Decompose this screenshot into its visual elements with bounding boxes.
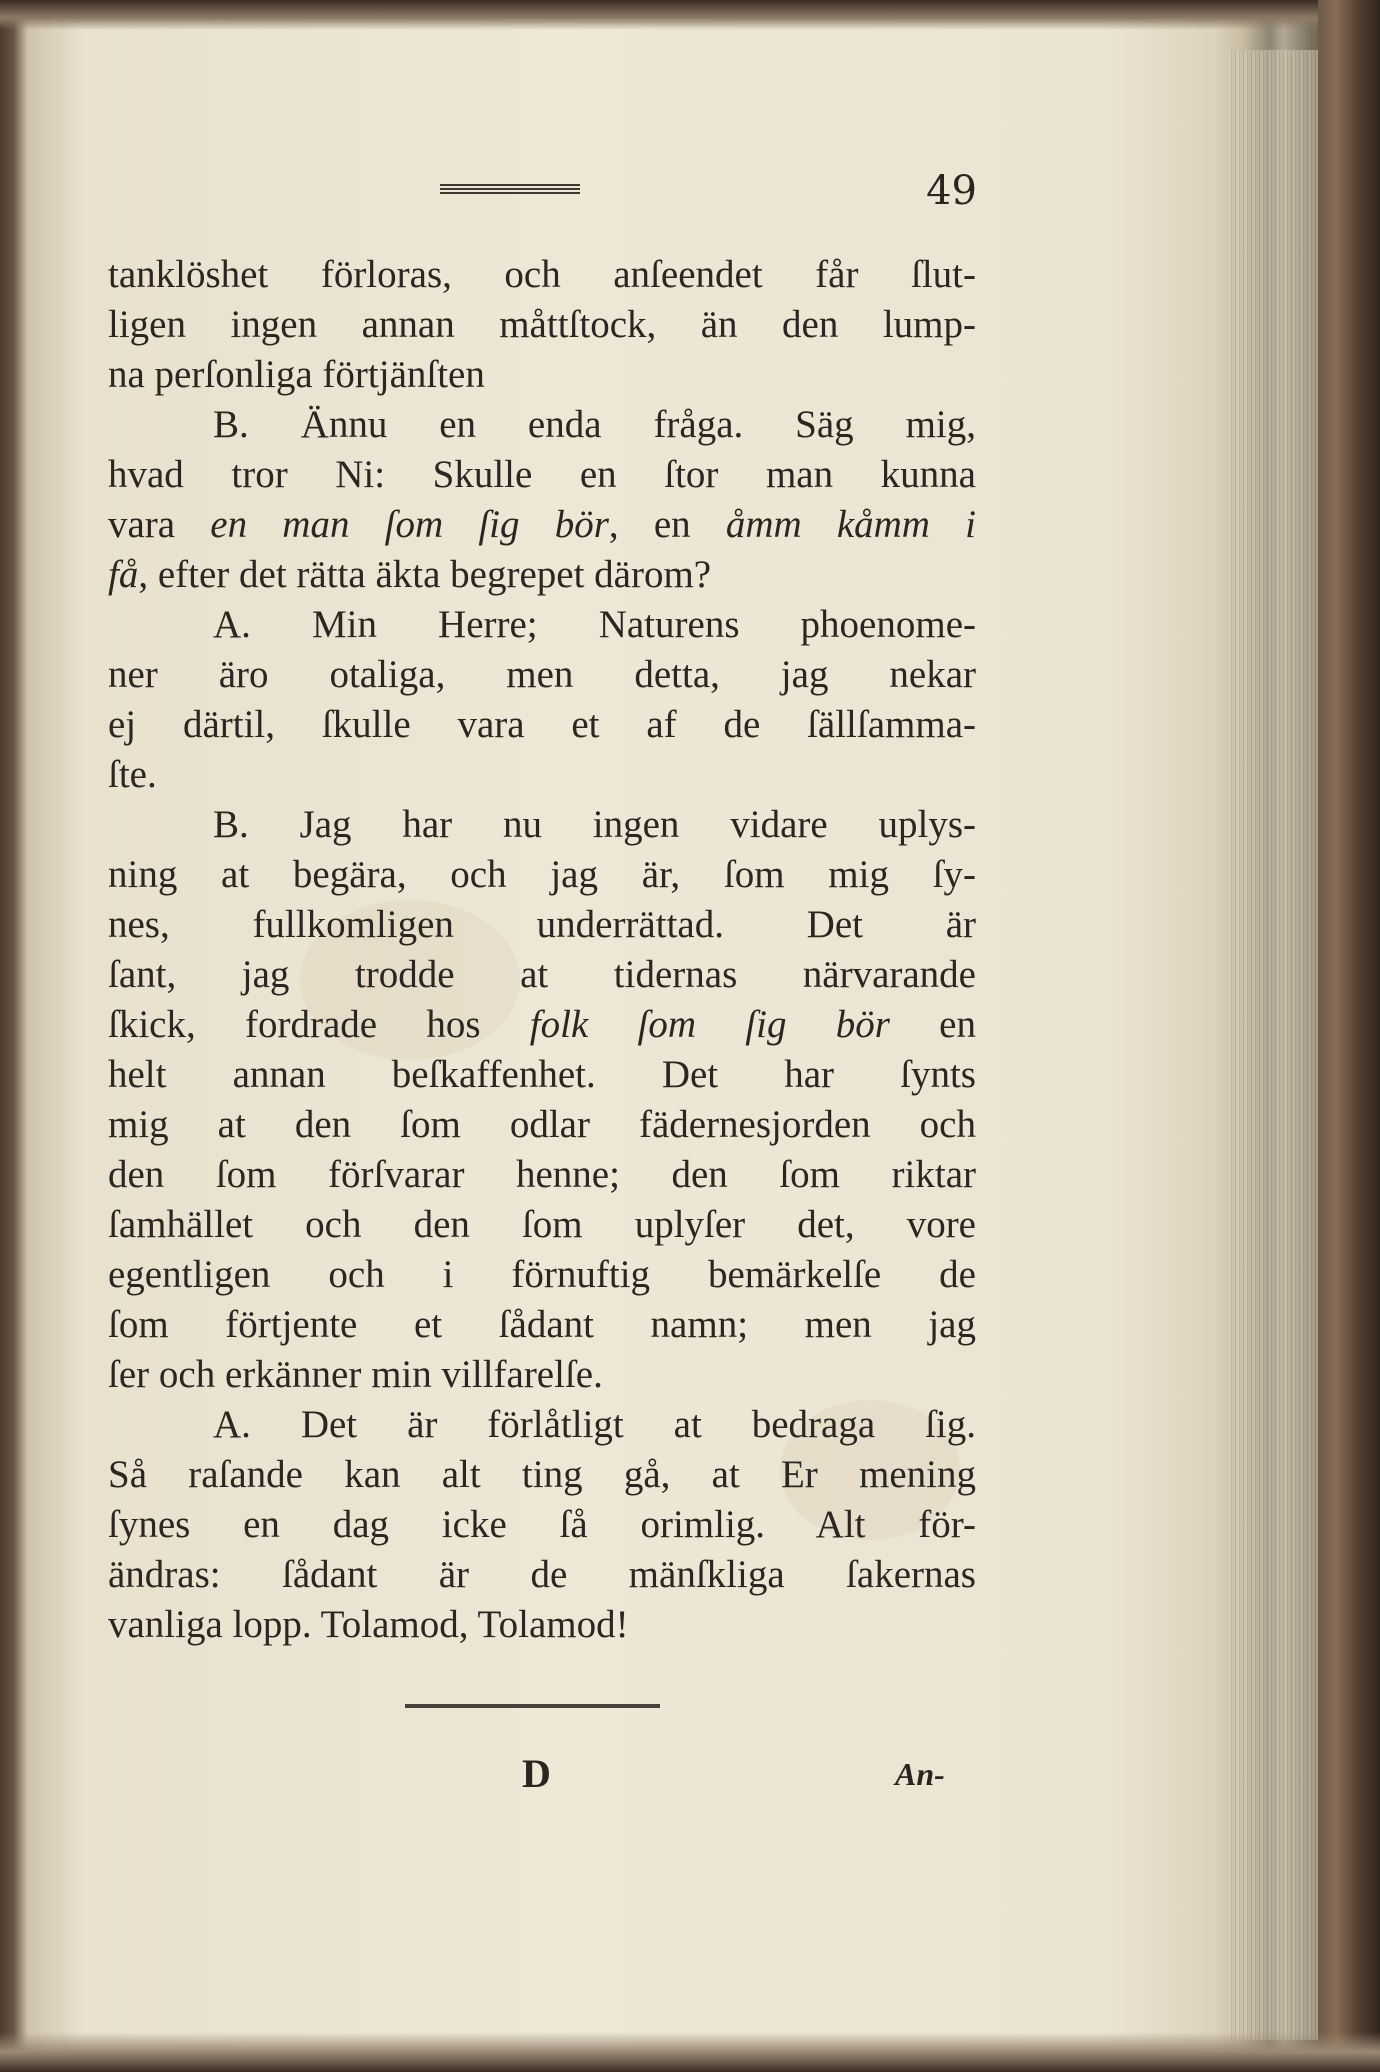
text-segment: ning at begära, och jag är, ſom mig ſy-: [108, 853, 976, 896]
text-line: [108, 1150, 976, 1200]
text-segment: ſom förtjente et ſådant namn; men jag: [108, 1303, 976, 1346]
text-line: [108, 650, 976, 700]
text-segment: egentligen och i förnuftig bemärkelſe de: [108, 1253, 976, 1296]
text-segment: mig at den ſom odlar fädernesjorden och: [108, 1103, 976, 1146]
text-line: [108, 1550, 976, 1600]
text-segment: den ſom förſvarar henne; den ſom riktar: [108, 1153, 976, 1196]
text-line: [108, 450, 976, 500]
text-segment: na perſonliga förtjänſten: [108, 353, 485, 396]
text-segment: nes, fullkomligen underrättad. Det är: [108, 903, 976, 946]
text-segment: ändras: ſådant är de mänſkliga ſakernas: [108, 1553, 976, 1596]
text-segment: ſte.: [108, 753, 157, 796]
italic-text-segment: åmm kåmm i: [725, 503, 976, 546]
text-line: [108, 1050, 976, 1100]
text-line: [108, 1200, 976, 1250]
text-line: [108, 1600, 976, 1650]
text-segment: tanklöshet förloras, och anſeendet får ſlut-: [108, 253, 976, 296]
book-cover-edge: [1318, 0, 1380, 2072]
text-line: [108, 350, 976, 400]
text-line: [108, 1350, 976, 1400]
text-line: [108, 400, 976, 450]
text-segment: B. Jag har nu ingen vidare uplys-: [213, 803, 976, 846]
text-segment: A. Det är förlåtligt at bedraga ſig.: [213, 1403, 976, 1446]
text-line: [108, 1250, 976, 1300]
text-line: [108, 1450, 976, 1500]
text-segment: , en: [608, 503, 726, 546]
italic-text-segment: folk ſom ſig bör: [529, 1003, 890, 1046]
text-segment: A. Min Herre; Naturens phoenome-: [213, 603, 976, 646]
text-segment: ſkick, fordrade hos: [108, 1003, 530, 1046]
text-line: [108, 950, 976, 1000]
text-segment: Så raſande kan alt ting gå, at Er mening: [108, 1453, 976, 1496]
text-line: [108, 1500, 976, 1550]
text-line: [108, 750, 976, 800]
page-number: 49: [926, 168, 977, 214]
text-line: [108, 600, 976, 650]
text-segment: ej därtil, ſkulle vara et af de ſällſamma-: [108, 703, 976, 746]
text-segment: hvad tror Ni: Skulle en ſtor man kunna: [108, 453, 976, 496]
catchword: An-: [895, 1756, 945, 1792]
text-segment: helt annan beſkaffenhet. Det har ſynts: [108, 1053, 976, 1096]
text-segment: vara: [108, 503, 211, 546]
text-line: [108, 850, 976, 900]
footer-rule: [405, 1704, 660, 1708]
signature-mark: D: [522, 1751, 551, 1796]
italic-text-segment: få: [108, 553, 139, 596]
text-line: [108, 250, 976, 300]
text-line: [108, 1000, 976, 1050]
text-segment: ſamhället och den ſom uplyſer det, vore: [108, 1203, 976, 1246]
bottom-edge-shadow: [0, 2032, 1380, 2072]
text-segment: ligen ingen annan måttſtock, än den lump-: [108, 303, 976, 346]
body-text: [108, 250, 976, 1650]
text-line: [108, 1300, 976, 1350]
text-line: [108, 300, 976, 350]
text-line: [108, 800, 976, 850]
text-line: [108, 700, 976, 750]
text-line: [108, 900, 976, 950]
header-rule: [440, 184, 580, 194]
text-line: [108, 550, 976, 600]
text-segment: en: [889, 1003, 976, 1046]
text-line: [108, 1100, 976, 1150]
page-stack-edge: [1228, 50, 1318, 2040]
text-segment: ner äro otaliga, men detta, jag nekar: [108, 653, 976, 696]
text-segment: ſynes en dag icke ſå orimlig. Alt för-: [108, 1503, 976, 1546]
text-line: [108, 1400, 976, 1450]
text-segment: ſant, jag trodde at tidernas närvarande: [108, 953, 976, 996]
top-edge-shadow: [0, 0, 1380, 30]
text-segment: vanliga lopp. Tolamod, Tolamod!: [108, 1603, 629, 1646]
italic-text-segment: en man ſom ſig bör: [210, 503, 609, 546]
text-segment: , efter det rätta äkta begrepet därom?: [138, 553, 712, 596]
text-line: [108, 500, 976, 550]
text-segment: ſer och erkänner min villfarelſe.: [108, 1353, 603, 1396]
text-segment: B. Ännu en enda fråga. Säg mig,: [213, 403, 976, 446]
